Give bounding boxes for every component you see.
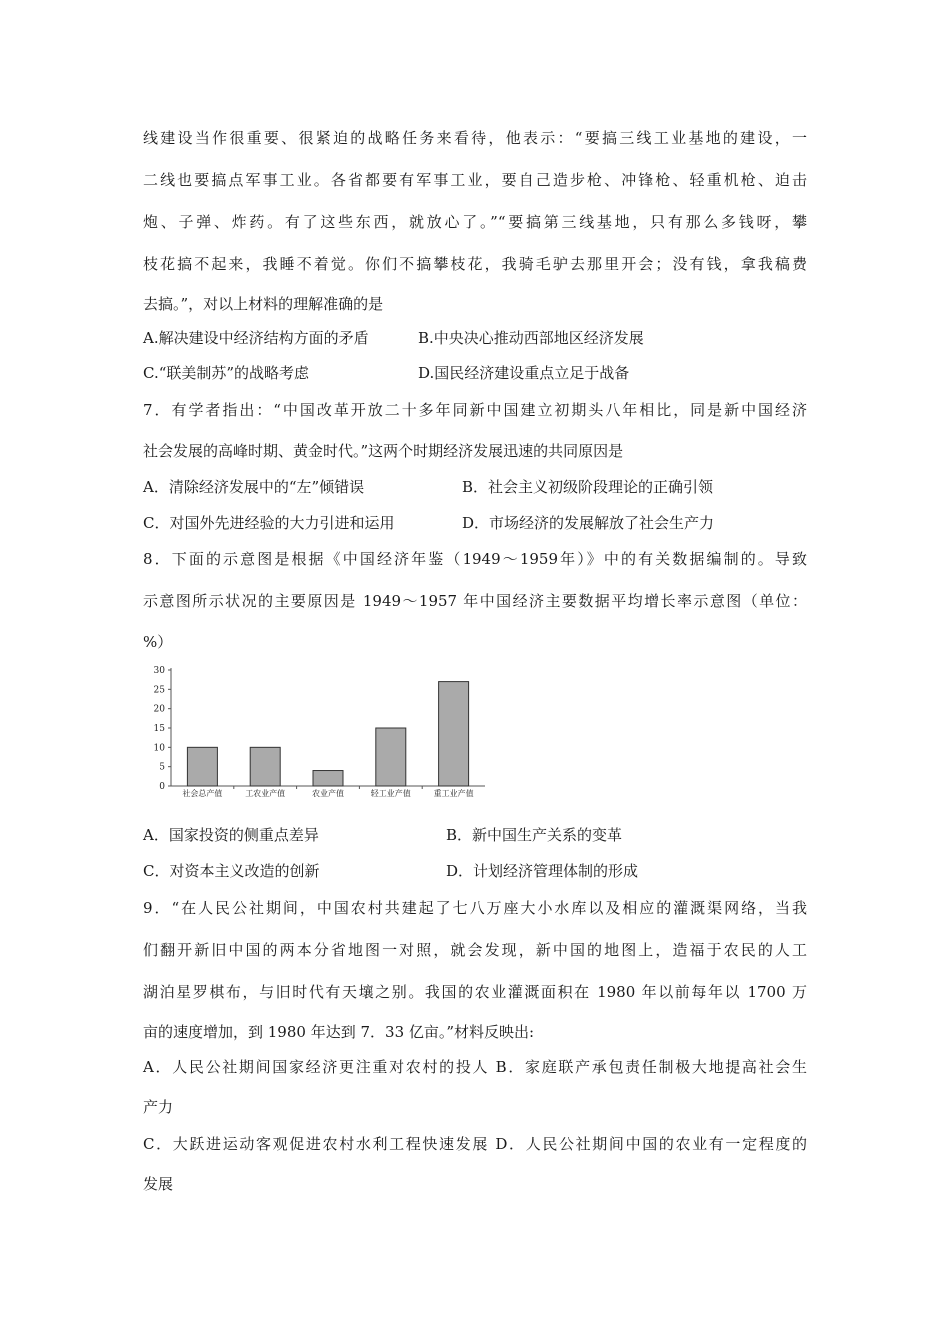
bar (187, 747, 217, 786)
q6-option-d: D.国民经济建设重点立足于战备 (418, 364, 630, 382)
x-tick-label: 重工业产值 (433, 789, 474, 798)
x-tick-label: 工农业产值 (245, 789, 286, 798)
q8-option-b: B．新中国生产关系的变革 (446, 826, 623, 844)
q7-option-b: B．社会主义初级阶段理论的正确引领 (462, 478, 714, 496)
y-tick-label: 0 (159, 782, 165, 792)
y-tick-label: 5 (159, 762, 165, 773)
q9-line-4: 亩的速度增加，到 1980 年达到 7．33 亿亩。”材料反映出: (143, 1023, 535, 1041)
x-tick-label: 社会总产值 (182, 789, 223, 798)
q6-line-5: 去搞。”，对以上材料的理解准确的是 (143, 295, 384, 313)
bar (376, 728, 406, 786)
q7-option-d: D．市场经济的发展解放了社会生产力 (462, 514, 715, 532)
y-tick-label: 25 (153, 685, 165, 696)
q6-line-3: 炮、子弹、炸药。有了这些东西，就放心了。”“要搞第三线基地，只有那么多钱呀，攀 (143, 213, 807, 231)
q9-option-a-b: A．人民公社期间国家经济更注重对农村的投人 B．家庭联产承包责任制极大地提高社会生 (143, 1058, 807, 1076)
y-tick-label: 20 (153, 704, 165, 715)
y-tick-label: 15 (153, 724, 165, 734)
y-tick-label: 10 (153, 743, 165, 754)
q7-line-2: 社会发展的高峰时期、黄金时代。”这两个时期经济发展迅速的共同原因是 (143, 442, 624, 460)
q6-line-1: 线建设当作很重要、很紧迫的战略任务来看待，他表示：“要搞三线工业基地的建设，一 (143, 129, 807, 147)
q7-line-1: 7．有学者指出：“中国改革开放二十多年同新中国建立初期头八年相比，同是新中国经济 (143, 401, 807, 419)
q6-line-4: 枝花搞不起来，我睡不着觉。你们不搞攀枝花，我骑毛驴去那里开会；没有钱，拿我稿费 (143, 255, 807, 273)
q7-option-c: C．对国外先进经验的大力引进和运用 (143, 514, 395, 532)
q9-option-b-cont: 产力 (143, 1098, 174, 1116)
chart-bars (187, 682, 468, 786)
q8-line-1: 8．下面的示意图是根据《中国经济年鉴（1949～1959年）》中的有关数据编制的。导致 (143, 550, 807, 568)
q8-line-3: %） (143, 633, 173, 651)
bar (313, 771, 343, 786)
q6-line-2: 二线也要搞点军事工业。各省都要有军事工业，要自己造步枪、冲锋枪、轻重机枪、迫击 (143, 171, 807, 189)
bar (439, 682, 469, 786)
q7-option-a: A．清除经济发展中的“左”倾错误 (143, 478, 365, 496)
q8-option-c: C．对资本主义改造的创新 (143, 862, 320, 880)
q6-option-a: A.解决建设中经济结构方面的矛盾 (143, 329, 369, 347)
q8-line-2: 示意图所示状况的主要原因是 1949～1957 年中国经济主要数据平均增长率示意图（单位： (143, 592, 807, 610)
growth-rate-bar-chart (143, 658, 493, 803)
q6-option-b: B.中央决心推动西部地区经济发展 (418, 329, 644, 347)
y-tick-label: 30 (153, 666, 165, 676)
bar (250, 747, 280, 786)
q9-option-c-d: C．大跃进运动客观促进农村水利工程快速发展 D．人民公社期间中国的农业有一定程度的 (143, 1135, 807, 1153)
q9-line-3: 湖泊星罗棋布，与旧时代有天壤之别。我国的农业灌溉面积在 1980 年以前每年以 1700 万 (143, 983, 807, 1001)
q8-option-a: A．国家投资的侧重点差异 (143, 826, 319, 844)
x-tick-label: 农业产值 (312, 789, 344, 798)
q9-line-2: 们翻开新旧中国的两本分省地图一对照，就会发现，新中国的地图上，造福于农民的人工 (143, 941, 807, 959)
q9-line-1: 9．“在人民公社期间，中国农村共建起了七八万座大小水库以及相应的灌溉渠网络，当我 (143, 899, 807, 917)
q6-option-c: C.“联美制苏”的战略考虑 (143, 364, 310, 382)
x-tick-label: 轻工业产值 (370, 789, 411, 798)
q9-option-d-cont: 发展 (143, 1175, 174, 1193)
q8-option-d: D．计划经济管理体制的形成 (446, 862, 639, 880)
